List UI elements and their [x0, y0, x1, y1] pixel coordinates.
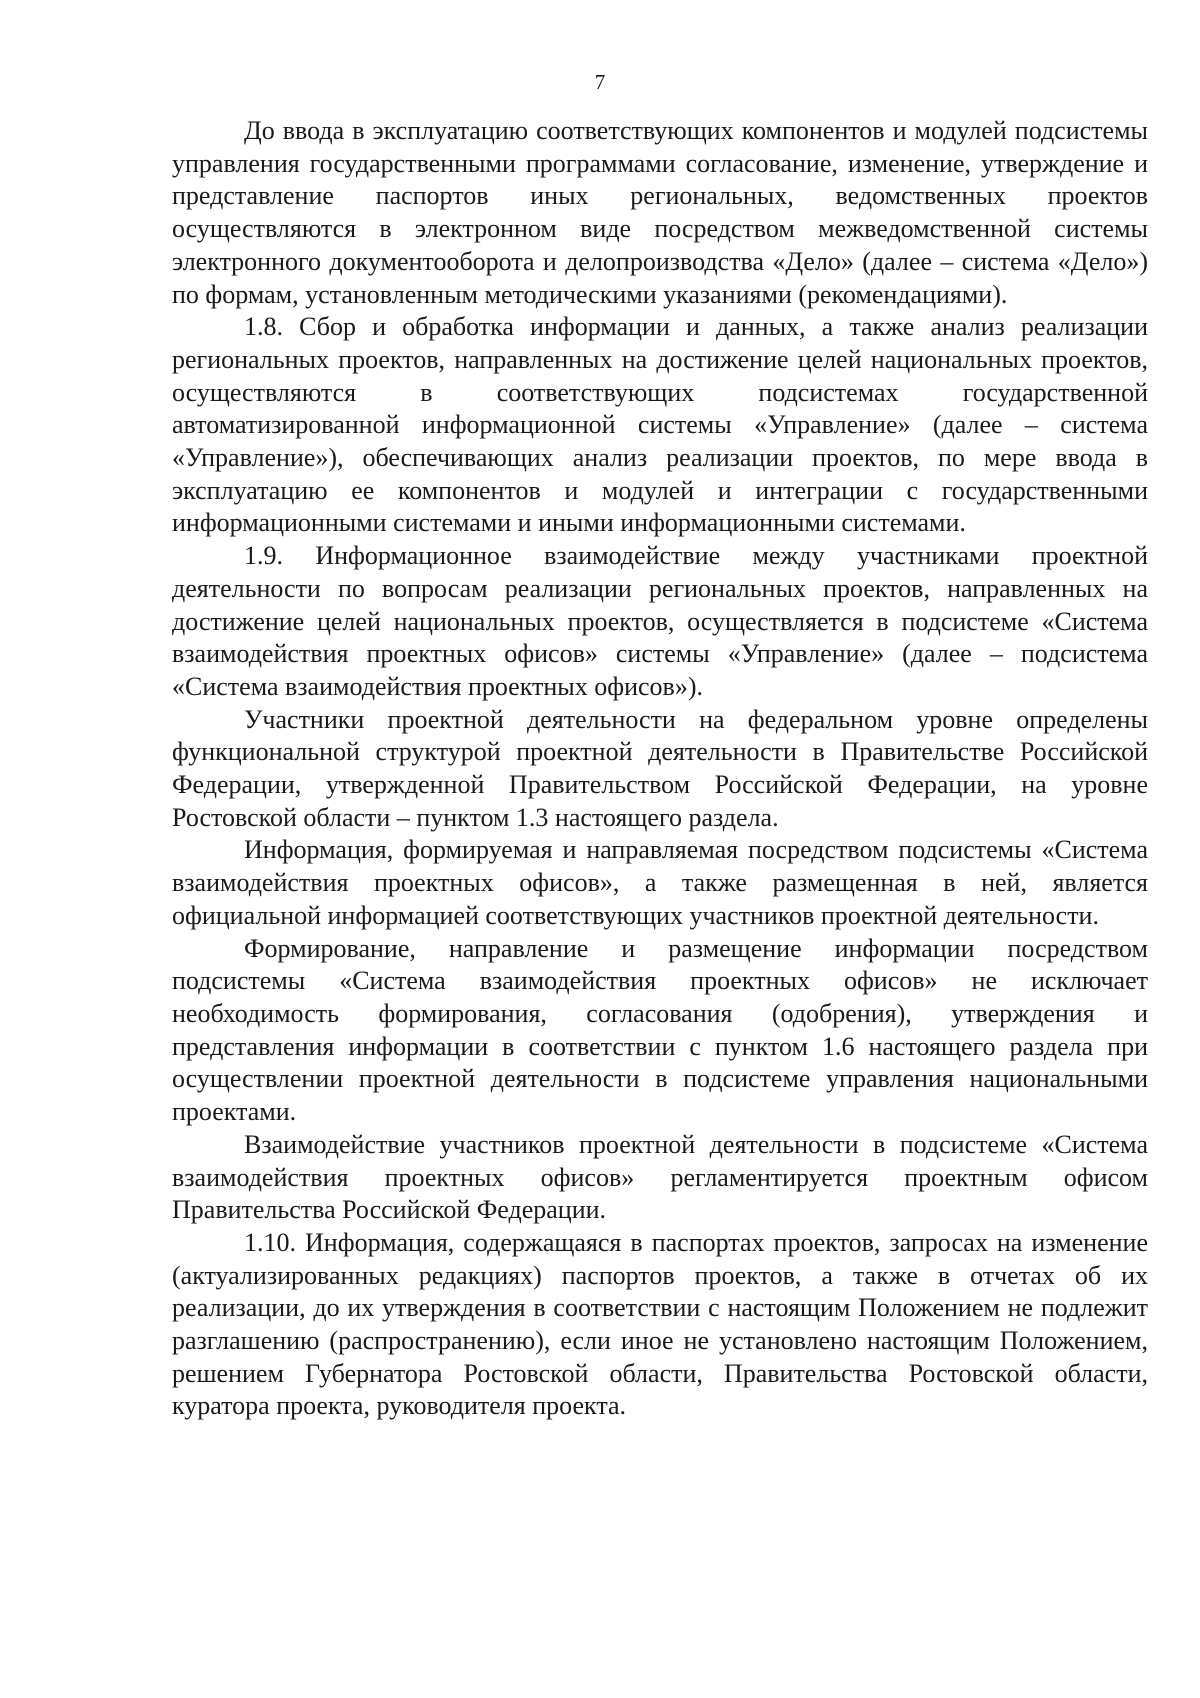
paragraph-federal-participants: Участники проектной деятельности на федеральном уровне определены функциональной структурой проектной деятельности в Правительстве Российской Федерации, утвержденной Правительством Российской Федерации, на уровне Ростовской области – пунктом 1.3 настоящего раздела.: [172, 704, 1148, 832]
paragraph-information-placement: Формирование, направление и размещение информации посредством подсистемы «Система взаимодействия проектных офисов» не исключает необходимость формирования, согласования (одобрения), утверждения и представления информации в соответствии с пунктом 1.6 настоящего раздела при осуществлении проектной деятельности в подсистеме управления национальными проектами.: [172, 933, 1148, 1127]
paragraph-interaction-regulation: Взаимодействие участников проектной деятельности в подсистеме «Система взаимодействия проектных офисов» регламентируется проектным офисом Правительства Российской Федерации.: [172, 1129, 1148, 1225]
paragraph-official-information: Информация, формируемая и направляемая посредством подсистемы «Система взаимодействия проектных офисов», а также размещенная в ней, является официальной информацией соответствующих участников проектной деятельности.: [172, 835, 1148, 930]
paragraph-1-8: 1.8. Сбор и обработка информации и данных, а также анализ реализации региональных проектов, направленных на достижение целей национальных проектов, осуществляются в соответствующих подсистемах государственной автоматизированной информационной системы «Управление» (далее – система «Управление»), обеспечивающих анализ реализации проектов, по мере ввода в эксплуатацию ее компонентов и модулей и интеграции с государственными информационными системами и иными информационными системами.: [172, 312, 1148, 538]
paragraph-1-10: 1.10. Информация, содержащаяся в паспортах проектов, запросах на изменение (актуализированных редакциях) паспортов проектов, а также в отчетах об их реализации, до их утверждения в соответствии с настоящим Положением не подлежит разглашению (распространению), если иное не установлено настоящим Положением, решением Губернатора Ростовской области, Правительства Ростовской области, куратора проекта, руководителя проекта.: [172, 1227, 1148, 1421]
paragraph-document-flow: До ввода в эксплуатацию соответствующих компонентов и модулей подсистемы управления государственными программами согласование, изменение, утверждение и представление паспортов иных региональных, ведомственных проектов осуществляются в электронном виде посредством межведомственной системы электронного документооборота и делопроизводства «Дело» (далее – система «Дело») по формам, установленным методическими указаниями (рекомендациями).: [172, 116, 1148, 309]
page-number: 7: [594, 70, 606, 94]
paragraph-1-9: 1.9. Информационное взаимодействие между участниками проектной деятельности по вопросам реализации региональных проектов, направленных на достижение целей национальных проектов, осуществляется в подсистеме «Система взаимодействия проектных офисов» системы «Управление» (далее – подсистема «Система взаимодействия проектных офисов»).: [172, 541, 1148, 701]
document-body: [172, 115, 1148, 1423]
